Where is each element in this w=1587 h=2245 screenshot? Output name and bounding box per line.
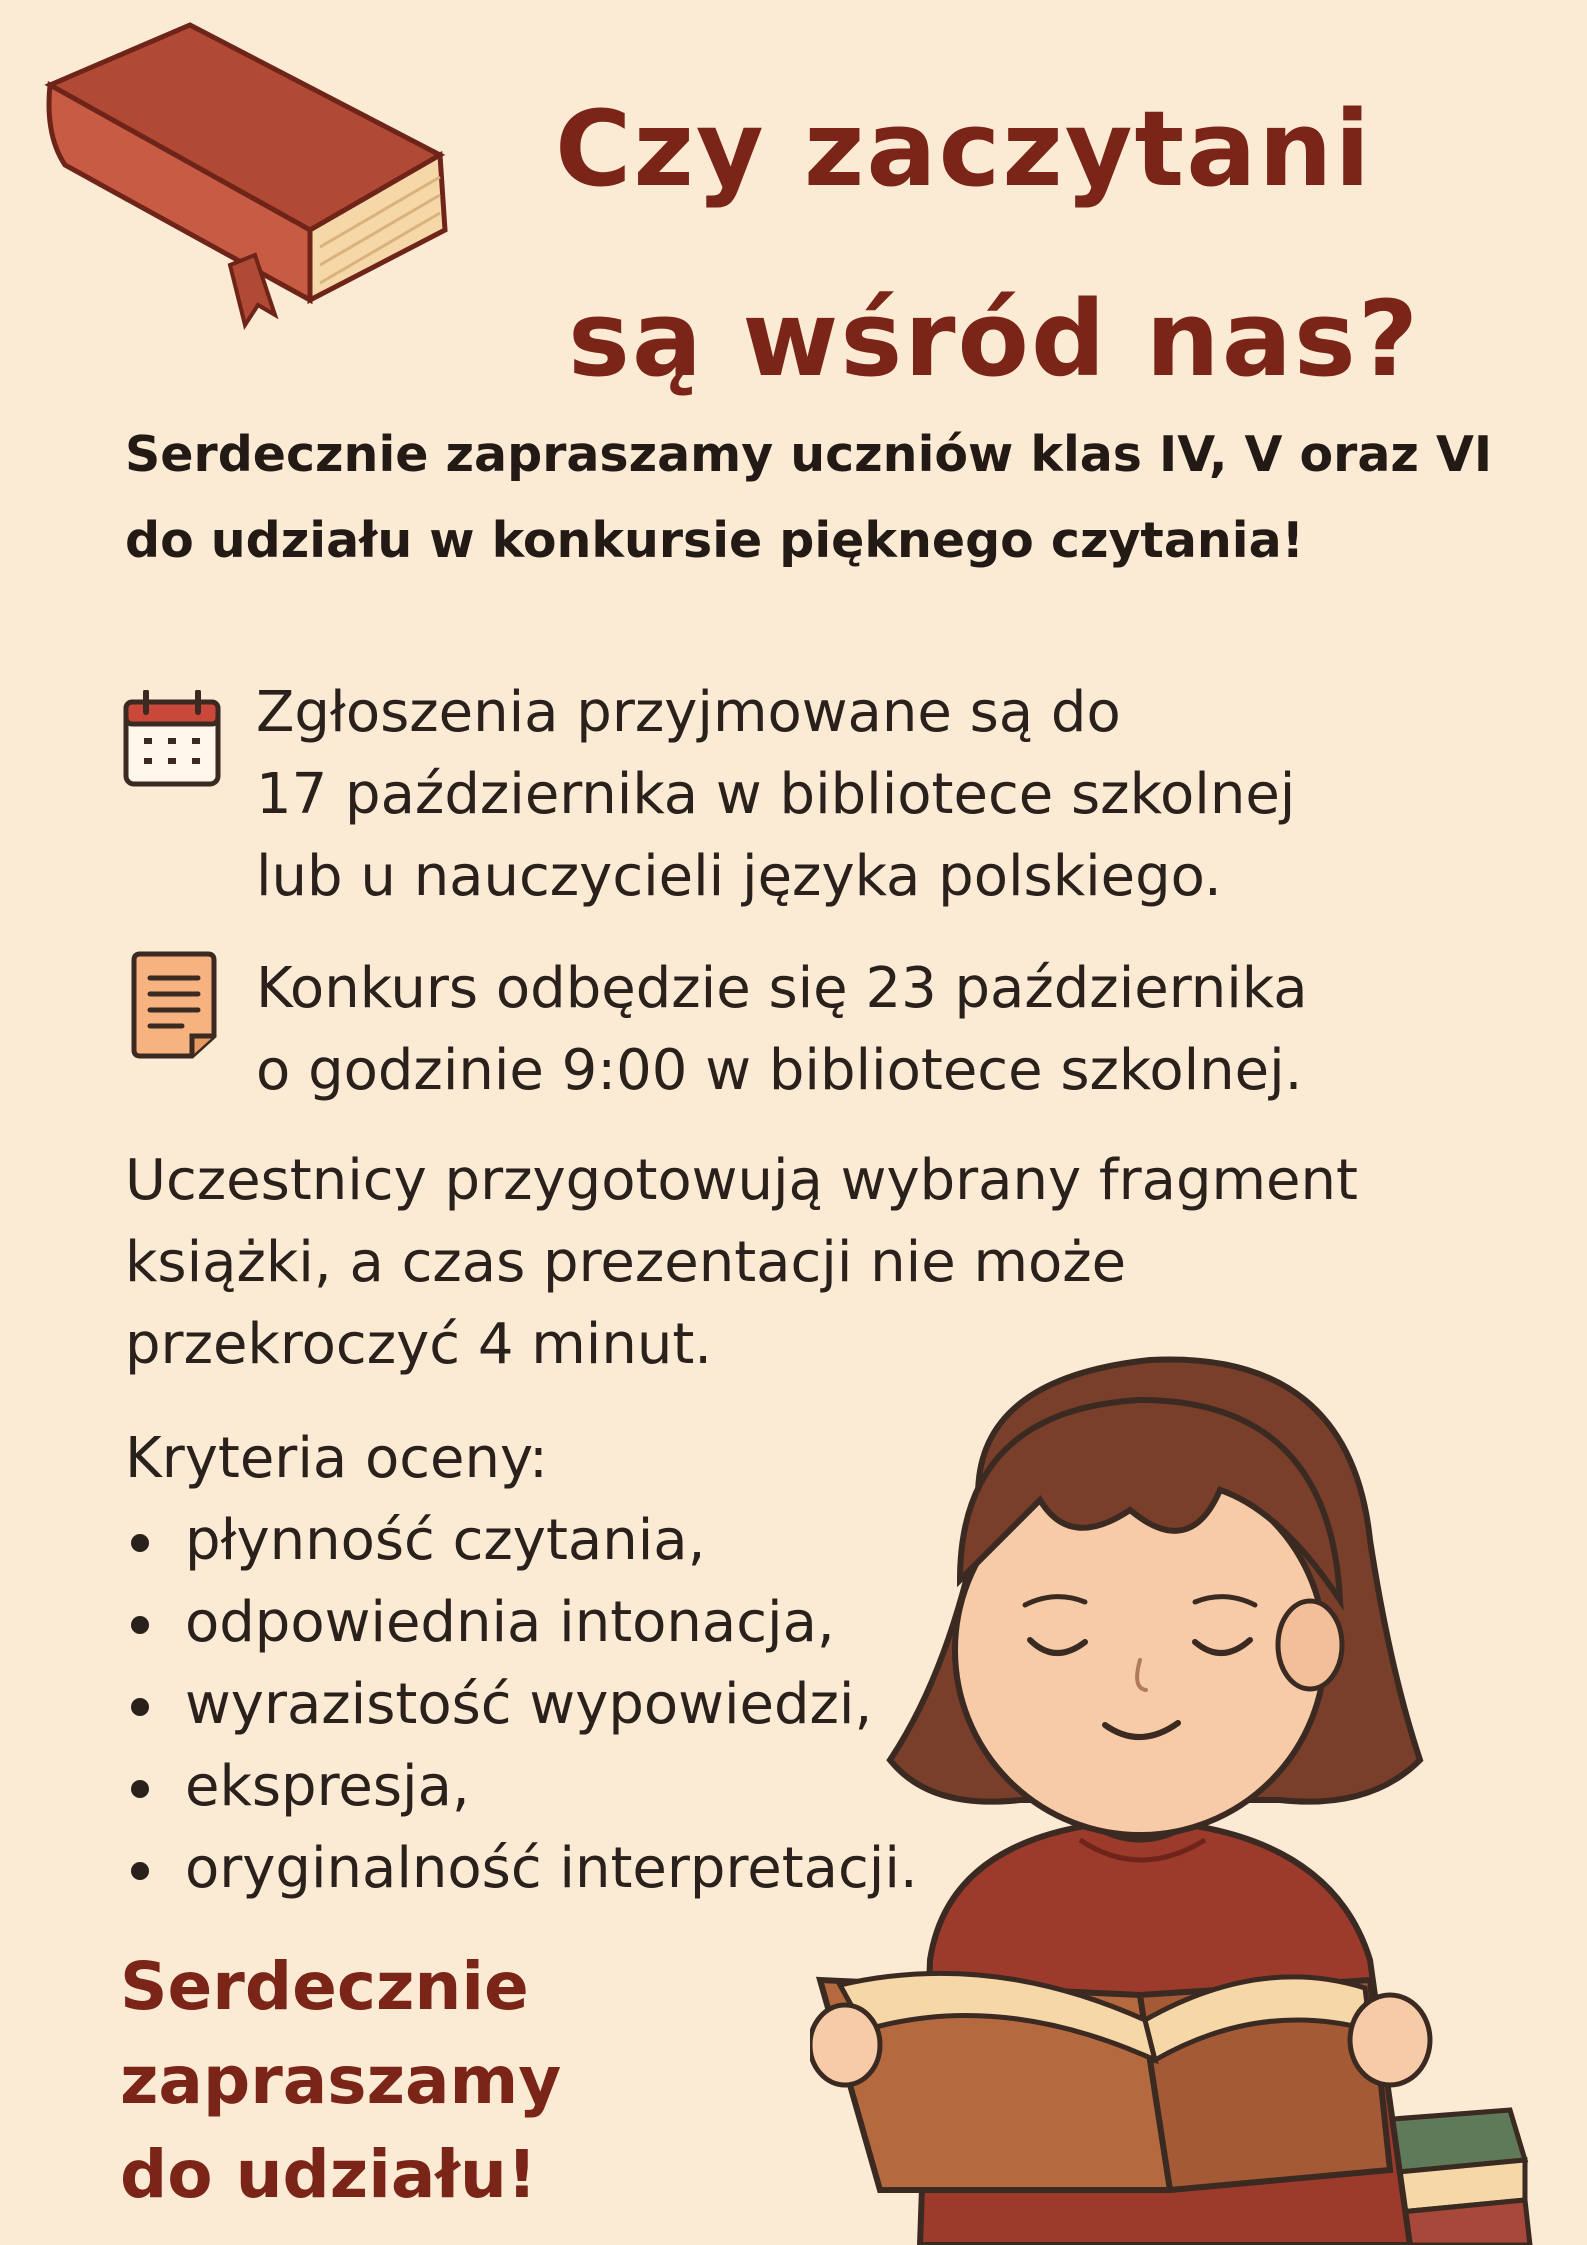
registration-line-3: lub u nauczycieli języka polskiego. [256, 844, 1222, 909]
invitation-line-2: do udziału w konkursie pięknego czytania! [125, 512, 1304, 569]
book-illustration [40, 15, 460, 345]
girl-reading-illustration [810, 1340, 1550, 2245]
criteria-item: odpowiednia intonacja, [125, 1582, 918, 1664]
rules-line-3: przekroczyć 4 minut. [125, 1312, 713, 1377]
criteria-item: wyrazistość wypowiedzi, [125, 1664, 918, 1746]
poster-title-line-2: są wśród nas? [568, 278, 1421, 400]
criteria-heading: Kryteria oceny: [125, 1426, 548, 1491]
contest-info [256, 948, 1308, 1112]
invitation-text [125, 412, 1545, 584]
registration-line-1: Zgłoszenia przyjmowane są do [256, 680, 1121, 745]
criteria-item: płynność czytania, [125, 1500, 918, 1582]
criteria-section [125, 1418, 918, 1910]
criteria-item: oryginalność interpretacji. [125, 1828, 918, 1910]
calendar-icon [120, 690, 224, 790]
rules-line-1: Uczestnicy przygotowują wybrany fragment [125, 1148, 1358, 1213]
criteria-item: ekspresja, [125, 1746, 918, 1828]
contest-line-1: Konkurs odbędzie się 23 października [256, 956, 1308, 1021]
rules-line-2: książki, a czas prezentacji nie może [125, 1230, 1127, 1295]
invitation-line-1: Serdecznie zapraszamy uczniów klas IV, V oraz VI [125, 426, 1493, 483]
contest-line-2: o godzinie 9:00 w bibliotece szkolnej. [256, 1038, 1303, 1103]
registration-info [256, 672, 1295, 918]
document-icon [128, 950, 220, 1062]
criteria-list [125, 1500, 918, 1910]
registration-line-2: 17 października w bibliotece szkolnej [256, 762, 1296, 827]
closing-invitation [120, 1940, 561, 2222]
closing-line-1: Serdecznie [120, 1948, 529, 2025]
poster-title-line-1: Czy zaczytani [555, 88, 1373, 210]
closing-line-3: do udziału! [120, 2136, 537, 2213]
closing-line-2: zapraszamy [120, 2042, 562, 2119]
